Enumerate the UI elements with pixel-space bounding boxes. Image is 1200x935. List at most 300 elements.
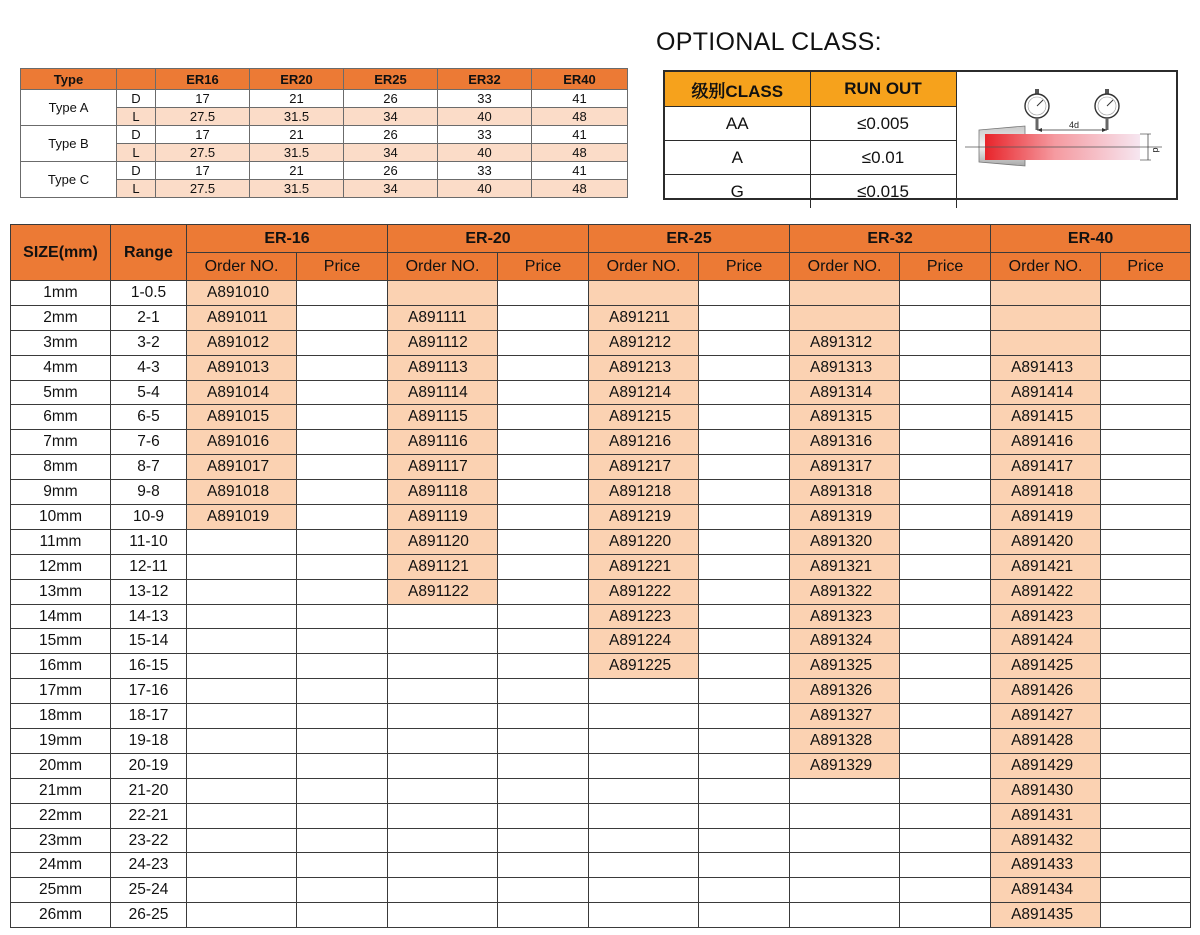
price-cell <box>297 405 388 430</box>
table-row <box>11 305 1191 330</box>
dimension-value: 17 <box>156 162 250 180</box>
order-number-cell <box>187 629 297 654</box>
range-header: Range <box>111 225 187 281</box>
price-cell <box>1101 828 1191 853</box>
order-number-cell <box>187 579 297 604</box>
order-number-cell <box>991 281 1101 306</box>
range-cell: 11-10 <box>111 529 187 554</box>
order-number-cell: A891219 <box>589 505 699 530</box>
order-number-cell <box>589 778 699 803</box>
price-cell <box>900 355 991 380</box>
price-cell <box>699 355 790 380</box>
price-cell <box>498 355 589 380</box>
price-cell <box>498 903 589 928</box>
price-cell <box>900 828 991 853</box>
price-cell <box>297 455 388 480</box>
size-cell: 14mm <box>11 604 111 629</box>
table-row <box>11 828 1191 853</box>
order-number-cell: A891224 <box>589 629 699 654</box>
type-dimension-table <box>20 68 628 198</box>
order-number-cell <box>187 778 297 803</box>
runout-measurement-diagram <box>957 72 1176 198</box>
order-number-cell: A891013 <box>187 355 297 380</box>
table-row <box>11 753 1191 778</box>
price-cell <box>699 604 790 629</box>
dimension-label: D <box>117 90 156 108</box>
dimension-value: 21 <box>250 162 344 180</box>
order-number-cell <box>589 878 699 903</box>
range-cell: 8-7 <box>111 455 187 480</box>
price-cell <box>297 654 388 679</box>
order-number-cell <box>589 853 699 878</box>
order-number-cell: A891314 <box>790 380 900 405</box>
price-header: Price <box>297 253 388 281</box>
price-cell <box>297 281 388 306</box>
order-number-cell <box>388 729 498 754</box>
price-cell <box>699 405 790 430</box>
order-number-cell: A891220 <box>589 529 699 554</box>
order-number-cell: A891421 <box>991 554 1101 579</box>
dimension-value: 31.5 <box>250 144 344 162</box>
order-number-cell <box>187 903 297 928</box>
type-header-type: Type <box>21 69 117 90</box>
class-value: G <box>665 175 810 209</box>
price-cell <box>900 529 991 554</box>
order-number-cell: A891114 <box>388 380 498 405</box>
order-number-cell: A891324 <box>790 629 900 654</box>
dimension-value: 48 <box>532 108 628 126</box>
order-number-cell <box>790 305 900 330</box>
table-row <box>11 604 1191 629</box>
dimension-value: 40 <box>438 108 532 126</box>
order-number-cell: A891423 <box>991 604 1101 629</box>
price-cell <box>699 505 790 530</box>
order-number-cell <box>991 305 1101 330</box>
range-cell: 26-25 <box>111 903 187 928</box>
price-cell <box>699 554 790 579</box>
class-row <box>665 141 956 175</box>
price-cell <box>699 380 790 405</box>
table-row <box>11 281 1191 306</box>
price-cell <box>297 729 388 754</box>
price-cell <box>900 803 991 828</box>
price-cell <box>498 828 589 853</box>
price-cell <box>498 654 589 679</box>
order-table-body <box>11 281 1191 928</box>
order-number-cell <box>187 529 297 554</box>
size-cell: 6mm <box>11 405 111 430</box>
price-cell <box>1101 729 1191 754</box>
price-cell <box>297 579 388 604</box>
order-number-cell <box>187 729 297 754</box>
order-number-cell <box>790 778 900 803</box>
price-cell <box>1101 604 1191 629</box>
order-number-cell <box>187 753 297 778</box>
order-no-header: Order NO. <box>991 253 1101 281</box>
price-cell <box>699 729 790 754</box>
size-cell: 16mm <box>11 654 111 679</box>
type-name: Type A <box>21 90 117 126</box>
order-number-cell <box>790 903 900 928</box>
price-cell <box>900 778 991 803</box>
order-number-cell: A891432 <box>991 828 1101 853</box>
price-cell <box>900 878 991 903</box>
order-number-cell <box>187 803 297 828</box>
price-cell <box>498 704 589 729</box>
order-number-cell <box>187 679 297 704</box>
order-number-cell: A891215 <box>589 405 699 430</box>
order-number-cell: A891325 <box>790 654 900 679</box>
price-cell <box>1101 281 1191 306</box>
order-number-cell: A891112 <box>388 330 498 355</box>
order-number-cell: A891117 <box>388 455 498 480</box>
group-header-er25: ER-25 <box>589 225 790 253</box>
table-row <box>11 853 1191 878</box>
dimension-label: L <box>117 144 156 162</box>
order-number-cell: A891017 <box>187 455 297 480</box>
range-cell: 20-19 <box>111 753 187 778</box>
range-cell: 7-6 <box>111 430 187 455</box>
size-cell: 7mm <box>11 430 111 455</box>
price-cell <box>1101 679 1191 704</box>
size-cell: 18mm <box>11 704 111 729</box>
sub-header-row <box>11 253 1191 281</box>
order-number-cell: A891424 <box>991 629 1101 654</box>
table-row <box>11 405 1191 430</box>
dimension-value: 34 <box>344 144 438 162</box>
order-number-cell: A891413 <box>991 355 1101 380</box>
table-row <box>11 380 1191 405</box>
table-row <box>11 330 1191 355</box>
dimension-label: D <box>117 162 156 180</box>
price-cell <box>900 629 991 654</box>
price-cell <box>1101 654 1191 679</box>
type-table-header-row <box>21 69 628 90</box>
price-cell <box>297 753 388 778</box>
order-number-cell: A891323 <box>790 604 900 629</box>
table-row <box>11 579 1191 604</box>
price-cell <box>699 305 790 330</box>
range-cell: 3-2 <box>111 330 187 355</box>
dimension-value: 27.5 <box>156 180 250 198</box>
table-row <box>11 554 1191 579</box>
price-cell <box>699 330 790 355</box>
order-number-cell: A891327 <box>790 704 900 729</box>
size-cell: 13mm <box>11 579 111 604</box>
table-row <box>11 903 1191 928</box>
table-row <box>11 729 1191 754</box>
size-header: SIZE(mm) <box>11 225 111 281</box>
dimension-value: 26 <box>344 126 438 144</box>
order-number-cell <box>388 803 498 828</box>
price-cell <box>1101 305 1191 330</box>
order-number-cell <box>589 753 699 778</box>
table-row <box>11 654 1191 679</box>
order-number-cell <box>790 803 900 828</box>
size-cell: 10mm <box>11 505 111 530</box>
order-number-cell: A891316 <box>790 430 900 455</box>
order-number-cell: A891016 <box>187 430 297 455</box>
price-cell <box>1101 505 1191 530</box>
price-cell <box>699 878 790 903</box>
table-row <box>11 803 1191 828</box>
dimension-value: 33 <box>438 90 532 108</box>
order-number-cell: A891435 <box>991 903 1101 928</box>
order-number-cell: A891122 <box>388 579 498 604</box>
order-number-cell: A891315 <box>790 405 900 430</box>
table-row <box>11 355 1191 380</box>
price-cell <box>1101 430 1191 455</box>
order-number-cell: A891014 <box>187 380 297 405</box>
order-number-cell: A891221 <box>589 554 699 579</box>
dimension-value: 41 <box>532 162 628 180</box>
order-number-cell: A891422 <box>991 579 1101 604</box>
class-value: A <box>665 141 810 175</box>
price-cell <box>1101 629 1191 654</box>
group-header-er20: ER-20 <box>388 225 589 253</box>
range-cell: 12-11 <box>111 554 187 579</box>
table-row <box>11 430 1191 455</box>
order-number-cell: A891213 <box>589 355 699 380</box>
size-cell: 1mm <box>11 281 111 306</box>
order-number-cell: A891416 <box>991 430 1101 455</box>
price-cell <box>297 853 388 878</box>
table-row <box>11 505 1191 530</box>
order-number-cell: A891430 <box>991 778 1101 803</box>
range-cell: 9-8 <box>111 480 187 505</box>
price-cell <box>1101 753 1191 778</box>
dimension-value: 17 <box>156 90 250 108</box>
size-cell: 20mm <box>11 753 111 778</box>
order-number-cell: A891015 <box>187 405 297 430</box>
price-cell <box>297 554 388 579</box>
order-number-cell: A891431 <box>991 803 1101 828</box>
size-cell: 25mm <box>11 878 111 903</box>
price-cell <box>297 480 388 505</box>
range-cell: 2-1 <box>111 305 187 330</box>
price-cell <box>297 529 388 554</box>
order-no-header: Order NO. <box>589 253 699 281</box>
size-cell: 9mm <box>11 480 111 505</box>
price-cell <box>297 828 388 853</box>
order-number-cell <box>388 878 498 903</box>
price-cell <box>900 604 991 629</box>
range-cell: 16-15 <box>111 654 187 679</box>
runout-header: RUN OUT <box>810 72 956 107</box>
range-cell: 19-18 <box>111 729 187 754</box>
order-no-header: Order NO. <box>790 253 900 281</box>
dimension-value: 31.5 <box>250 180 344 198</box>
range-cell: 13-12 <box>111 579 187 604</box>
price-cell <box>699 853 790 878</box>
size-cell: 4mm <box>11 355 111 380</box>
order-number-cell <box>187 878 297 903</box>
price-cell <box>1101 529 1191 554</box>
price-cell <box>699 480 790 505</box>
range-cell: 23-22 <box>111 828 187 853</box>
price-cell <box>297 803 388 828</box>
price-cell <box>498 579 589 604</box>
size-cell: 21mm <box>11 778 111 803</box>
size-cell: 2mm <box>11 305 111 330</box>
table-row <box>11 480 1191 505</box>
size-cell: 17mm <box>11 679 111 704</box>
order-number-cell: A891434 <box>991 878 1101 903</box>
range-cell: 4-3 <box>111 355 187 380</box>
order-number-cell: A891427 <box>991 704 1101 729</box>
order-number-cell: A891317 <box>790 455 900 480</box>
price-cell <box>1101 878 1191 903</box>
price-cell <box>699 430 790 455</box>
size-cell: 26mm <box>11 903 111 928</box>
type-header-er40: ER40 <box>532 69 628 90</box>
price-cell <box>900 554 991 579</box>
dimension-value: 26 <box>344 162 438 180</box>
order-number-cell: A891319 <box>790 505 900 530</box>
class-table-header-row <box>665 72 956 107</box>
range-cell: 25-24 <box>111 878 187 903</box>
price-cell <box>699 654 790 679</box>
price-cell <box>699 803 790 828</box>
price-cell <box>699 753 790 778</box>
order-number-cell <box>589 704 699 729</box>
class-value: AA <box>665 107 810 141</box>
order-number-cell: A891019 <box>187 505 297 530</box>
price-cell <box>498 380 589 405</box>
price-cell <box>699 828 790 853</box>
price-cell <box>1101 554 1191 579</box>
price-cell <box>297 505 388 530</box>
order-number-cell <box>187 604 297 629</box>
size-cell: 23mm <box>11 828 111 853</box>
price-cell <box>498 529 589 554</box>
dimension-value: 41 <box>532 126 628 144</box>
order-number-cell <box>388 753 498 778</box>
price-cell <box>498 554 589 579</box>
price-cell <box>900 305 991 330</box>
order-number-cell: A891313 <box>790 355 900 380</box>
range-cell: 21-20 <box>111 778 187 803</box>
price-cell <box>900 480 991 505</box>
type-name: Type B <box>21 126 117 162</box>
price-cell <box>498 778 589 803</box>
order-number-cell <box>991 330 1101 355</box>
class-row <box>665 107 956 141</box>
price-header: Price <box>498 253 589 281</box>
price-cell <box>297 878 388 903</box>
type-header-er20: ER20 <box>250 69 344 90</box>
order-number-cell <box>388 654 498 679</box>
price-cell <box>900 903 991 928</box>
size-cell: 15mm <box>11 629 111 654</box>
group-header-row <box>11 225 1191 253</box>
order-number-cell: A891433 <box>991 853 1101 878</box>
size-cell: 8mm <box>11 455 111 480</box>
group-header-er32: ER-32 <box>790 225 991 253</box>
order-number-cell: A891225 <box>589 654 699 679</box>
order-number-cell: A891326 <box>790 679 900 704</box>
table-row <box>11 878 1191 903</box>
price-cell <box>900 455 991 480</box>
size-cell: 3mm <box>11 330 111 355</box>
order-number-cell <box>388 828 498 853</box>
range-cell: 1-0.5 <box>111 281 187 306</box>
price-cell <box>498 405 589 430</box>
price-cell <box>699 704 790 729</box>
price-cell <box>1101 903 1191 928</box>
price-cell <box>900 281 991 306</box>
type-table-body <box>21 90 628 198</box>
price-cell <box>498 281 589 306</box>
price-cell <box>900 405 991 430</box>
dimension-value: 40 <box>438 144 532 162</box>
dimension-value: 26 <box>344 90 438 108</box>
order-number-cell <box>388 903 498 928</box>
type-table-row <box>21 90 628 108</box>
order-number-cell: A891312 <box>790 330 900 355</box>
order-number-cell: A891121 <box>388 554 498 579</box>
price-cell <box>900 654 991 679</box>
order-number-cell: A891118 <box>388 480 498 505</box>
price-cell <box>900 753 991 778</box>
order-no-header: Order NO. <box>187 253 297 281</box>
price-cell <box>900 704 991 729</box>
price-cell <box>297 679 388 704</box>
dimension-value: 21 <box>250 126 344 144</box>
type-table-row <box>21 126 628 144</box>
dimension-value: 48 <box>532 180 628 198</box>
dimension-value: 27.5 <box>156 144 250 162</box>
price-cell <box>699 778 790 803</box>
dimension-label: L <box>117 108 156 126</box>
order-number-cell: A891223 <box>589 604 699 629</box>
test-shaft-icon <box>965 134 1162 160</box>
order-number-cell: A891011 <box>187 305 297 330</box>
dimension-value: 40 <box>438 180 532 198</box>
order-number-cell <box>790 281 900 306</box>
order-number-cell <box>589 281 699 306</box>
price-cell <box>699 629 790 654</box>
price-cell <box>1101 704 1191 729</box>
order-number-cell: A891217 <box>589 455 699 480</box>
order-number-cell: A891429 <box>991 753 1101 778</box>
dimension-value: 17 <box>156 126 250 144</box>
dimension-value: 34 <box>344 180 438 198</box>
type-header-er25: ER25 <box>344 69 438 90</box>
order-number-cell: A891214 <box>589 380 699 405</box>
dimension-value: 41 <box>532 90 628 108</box>
size-cell: 11mm <box>11 529 111 554</box>
order-number-cell: A891428 <box>991 729 1101 754</box>
order-number-cell: A891322 <box>790 579 900 604</box>
dial-gauge-icon <box>1095 89 1119 130</box>
dimension-value: 33 <box>438 162 532 180</box>
order-number-cell: A891328 <box>790 729 900 754</box>
order-number-cell <box>589 828 699 853</box>
dimension-value: 21 <box>250 90 344 108</box>
price-cell <box>297 903 388 928</box>
order-number-cell <box>589 679 699 704</box>
price-cell <box>297 778 388 803</box>
dimension-value: 33 <box>438 126 532 144</box>
optional-class-title: OPTIONAL CLASS: <box>656 28 882 56</box>
dial-gauge-icon <box>1025 89 1049 130</box>
order-number-cell: A891318 <box>790 480 900 505</box>
table-row <box>11 455 1191 480</box>
table-row <box>11 529 1191 554</box>
price-cell <box>498 679 589 704</box>
price-cell <box>900 679 991 704</box>
